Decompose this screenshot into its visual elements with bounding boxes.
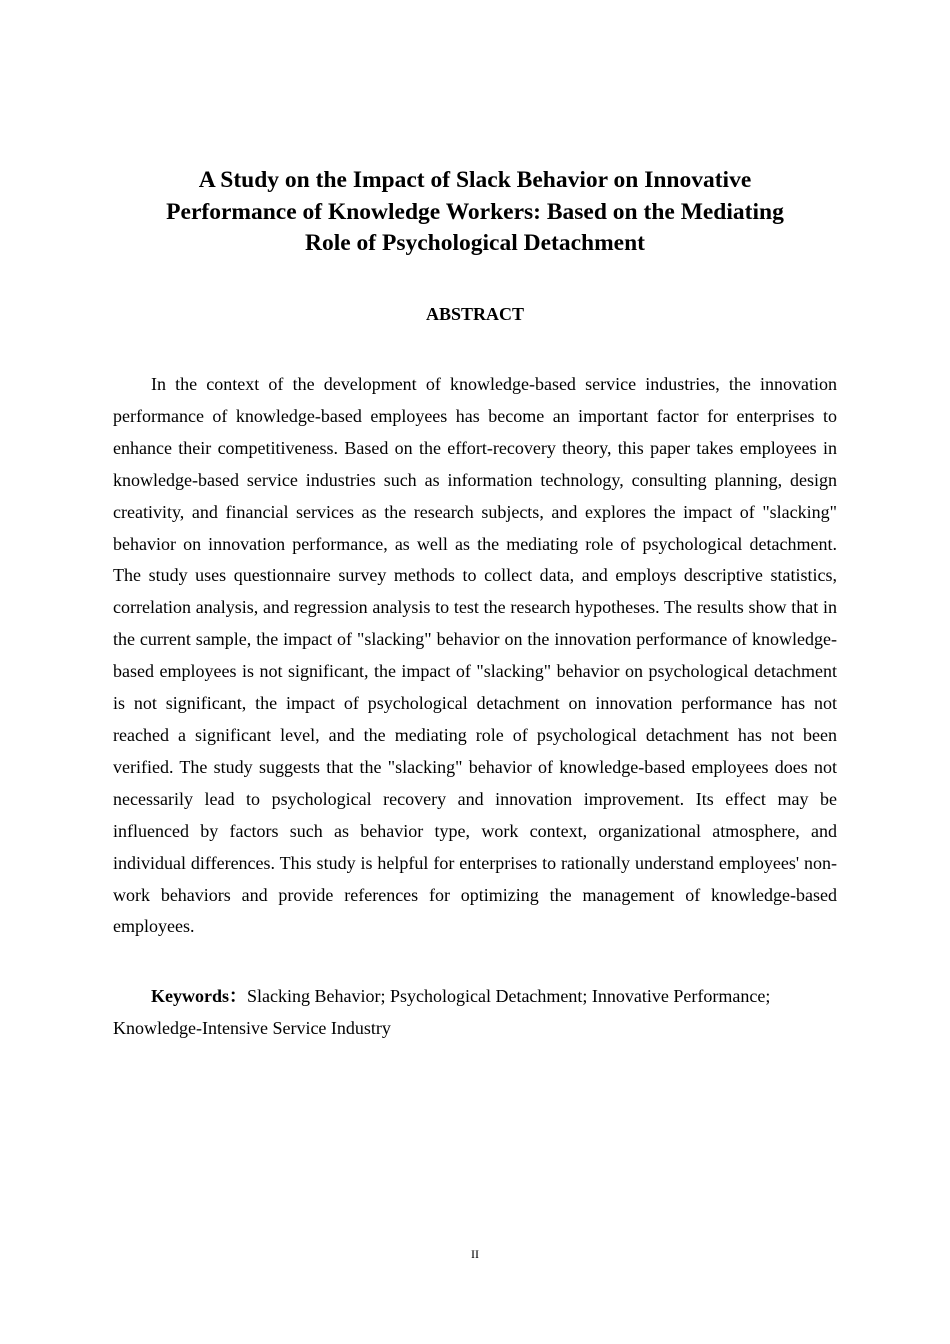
paper-title (113, 165, 837, 260)
abstract-heading: ABSTRACT (425, 304, 525, 324)
keywords-label: Keywords： (151, 986, 247, 1006)
paper-title-line-2: Performance of Knowledge Workers: Based on the Mediating (166, 198, 784, 225)
paper-title-line-3: Role of Psychological Detachment (304, 230, 646, 256)
keywords-paragraph (113, 981, 837, 1045)
keywords-text: Slacking Behavior; Psychological Detachment; Innovative Performance; Knowledge-Intensive Service Industry (113, 986, 771, 1038)
abstract-paragraph: In the context of the development of knowledge-based service industries, the innovation performance of knowledge-based employees has become an important factor for enterprises to enhance their competitiveness. Based on the effort-recovery theory, this paper takes employees in knowledge-based service industries such as information technology, consulting planning, design creativity, and financial services as the research subjects, and explores the impact of "slacking" behavior on innovation performance, as well as the mediating role of psychological detachment. The study uses questionnaire survey methods to collect data, and employs descriptive statistics, correlation analysis, and regression analysis to test the research hypotheses. The results show that in the current sample, the impact of "slacking" behavior on the innovation performance of knowledge-based employees is not significant, the impact of "slacking" behavior on psychological detachment is not significant, the impact of psychological detachment on innovation performance has not reached a significant level, and the mediating role of psychological detachment has not been verified. The study suggests that the "slacking" behavior of knowledge-based employees does not necessarily lead to psychological recovery and innovation improvement. Its effect may be influenced by factors such as behavior type, work context, organizational atmosphere, and individual differences. This study is helpful for enterprises to rationally understand employees' non-work behaviors and provide references for optimizing the management of knowledge-based employees. (113, 374, 837, 937)
page-number: II (471, 1247, 479, 1261)
paper-title-line-1: A Study on the Impact of Slack Behavior on Innovative (198, 167, 752, 193)
